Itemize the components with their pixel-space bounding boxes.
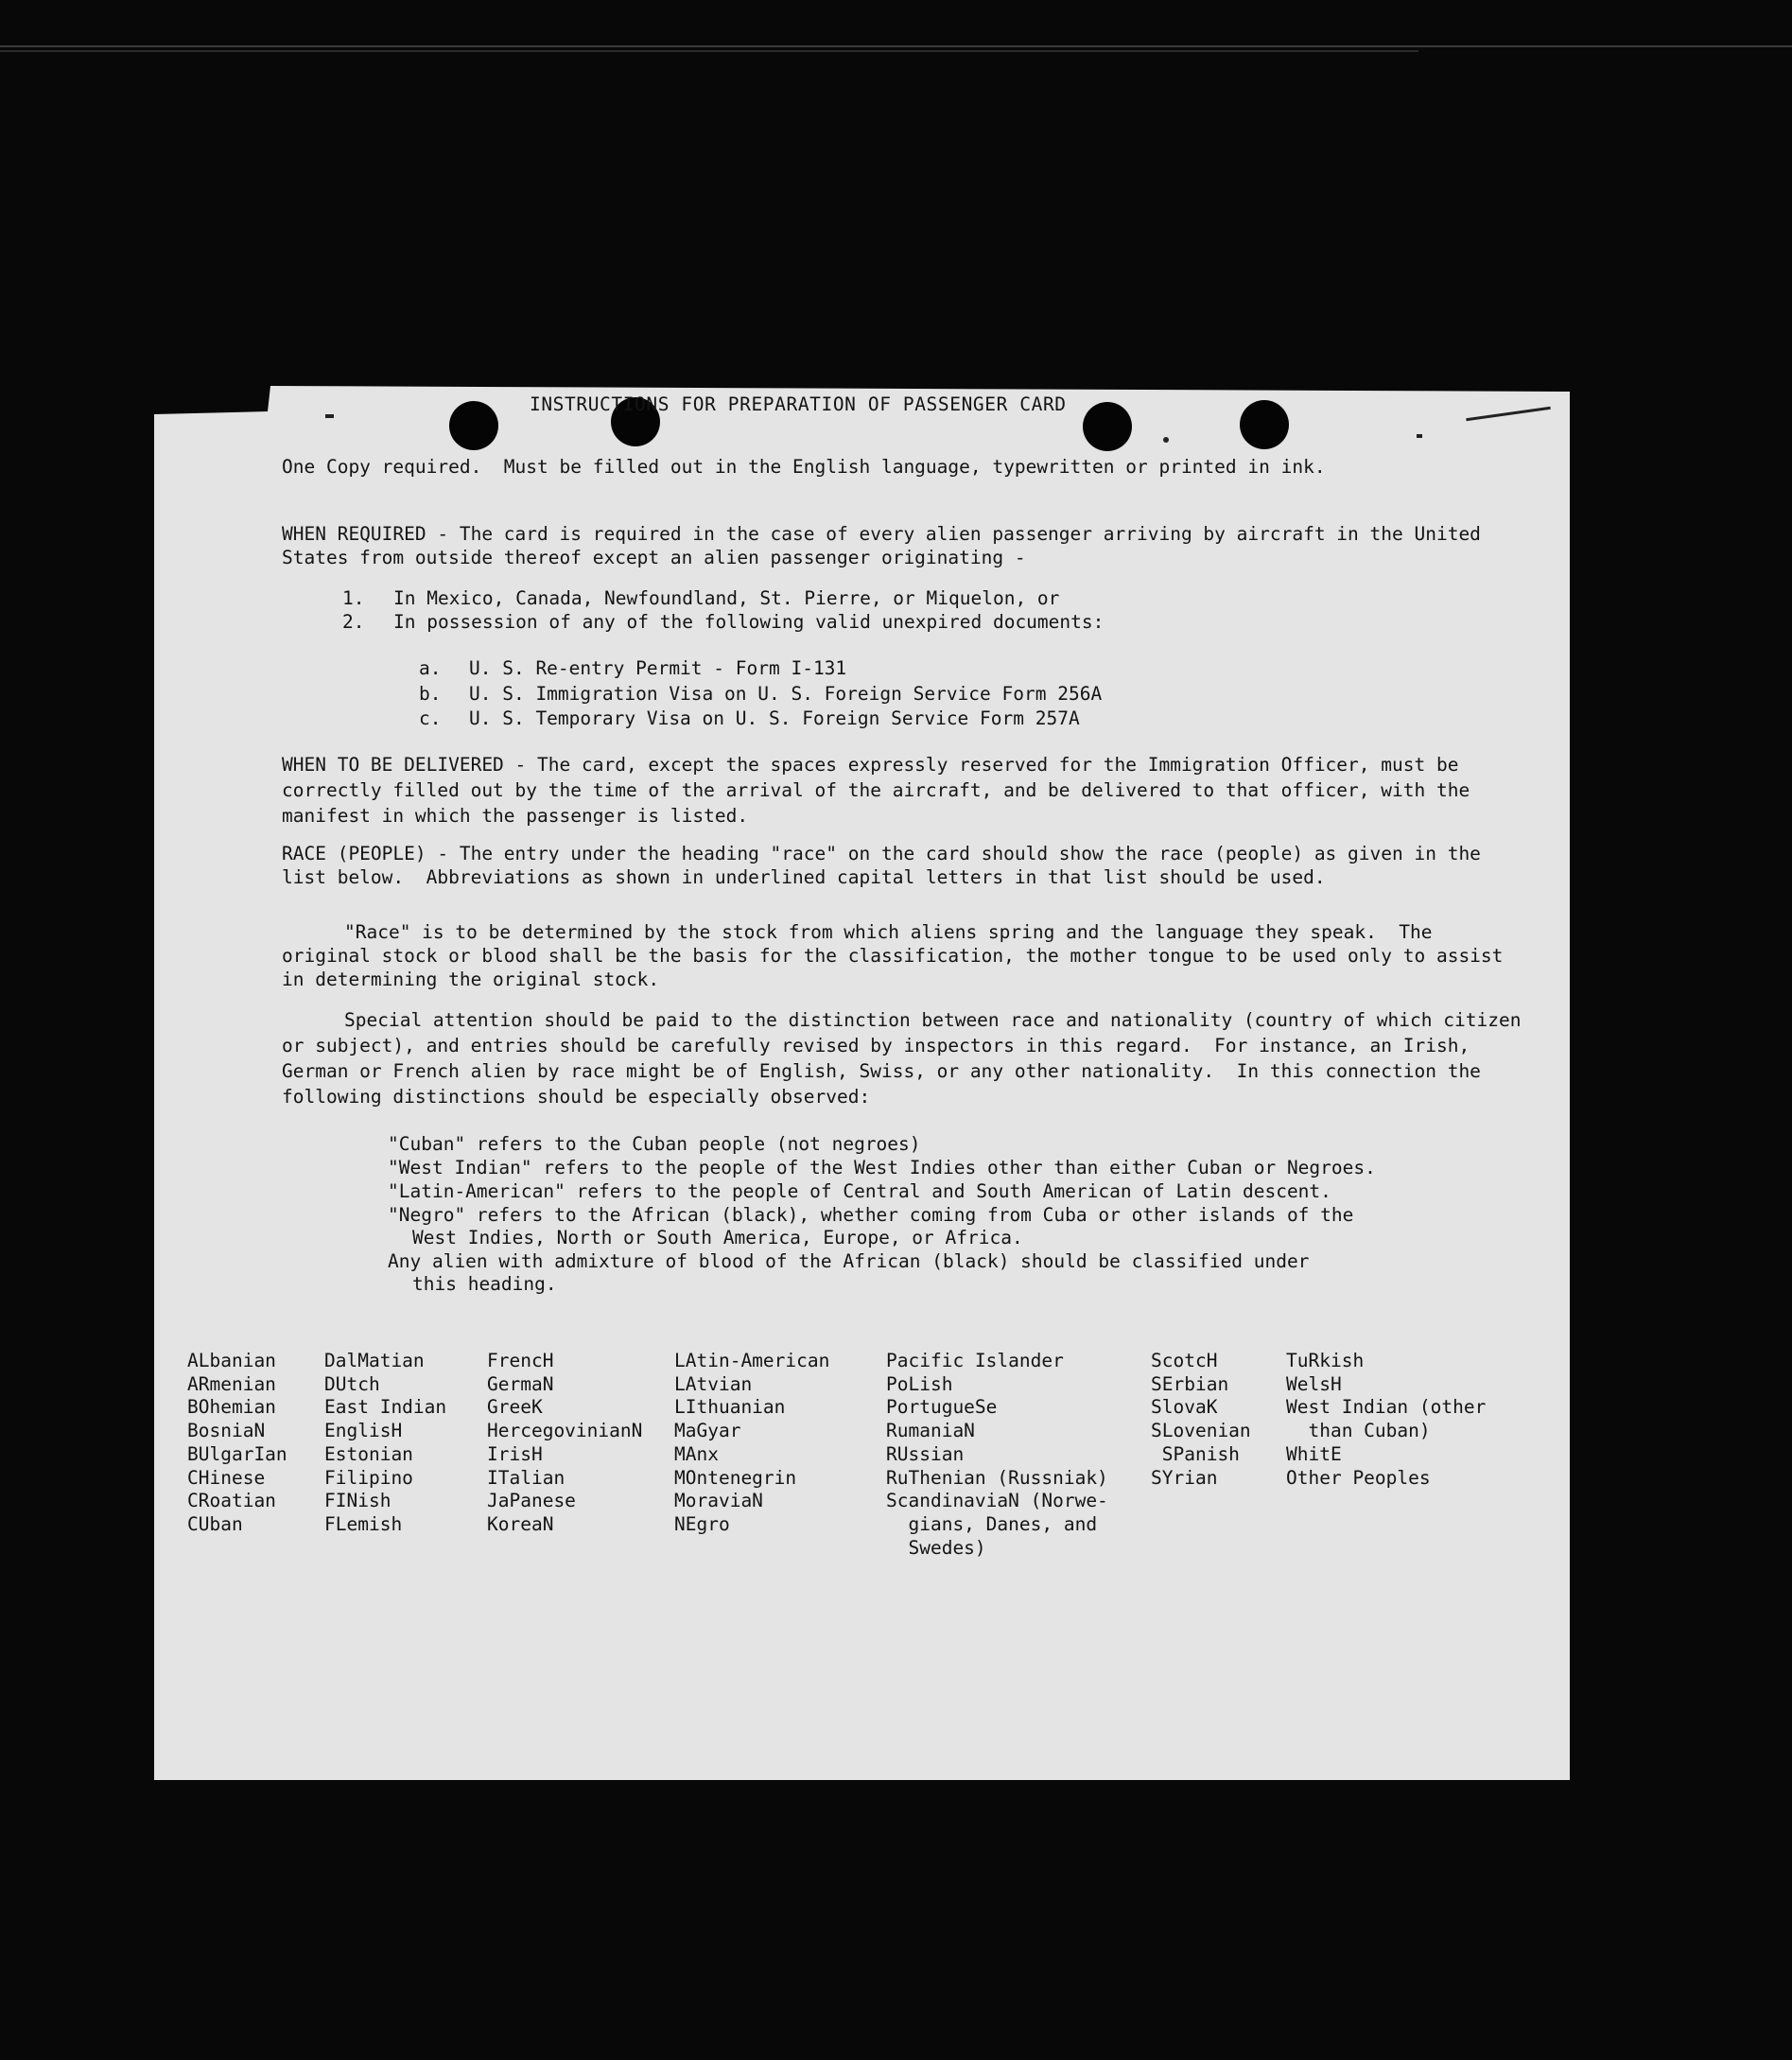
race-entry: WhitE (1286, 1442, 1342, 1465)
race-entry: DalMatian (324, 1350, 425, 1371)
race-entry: CHinese (187, 1466, 266, 1489)
race-list-column-5 (886, 1350, 1108, 1560)
race-list-column-6 (1151, 1350, 1251, 1490)
race-entry: Filipino (324, 1466, 413, 1489)
race-entry: ITalian (487, 1466, 565, 1489)
punch-hole-4 (1240, 400, 1289, 449)
race-entry: SYrian (1151, 1466, 1218, 1489)
scan-edge-line-top (0, 45, 1792, 47)
race-entry: WelsH (1286, 1372, 1342, 1395)
race-entry: HercegovinianN (487, 1420, 643, 1442)
race-entry: ScotcH (1151, 1350, 1218, 1371)
scan-edge-line-bottom (0, 50, 1418, 52)
race-entry: CUban (187, 1512, 243, 1535)
race-entry: than Cuban) (1286, 1420, 1431, 1442)
distinction-line: "West Indian" refers to the people of the West Indies other than either Cuban or Negroes. (388, 1157, 1376, 1178)
race-entry: MOntenegrin (674, 1466, 797, 1489)
race-entry: PoLish (886, 1372, 953, 1395)
race-entry: CRoatian (187, 1490, 276, 1512)
exception-number: 1. (342, 587, 365, 609)
ink-mark (325, 414, 334, 418)
race-entry: IrisH (487, 1442, 543, 1465)
race-entry: BosniaN (187, 1420, 266, 1442)
distinction-line: this heading. (412, 1273, 557, 1295)
when-delivered-paragraph: WHEN TO BE DELIVERED - The card, except the spaces expressly reserved for the Immigration Officer, must be correctly filled out by the time of the arrival of the aircraft, and be delivered to that officer, with the manifest in which the passenger is listed. (282, 754, 1481, 827)
document-item: U. S. Temporary Visa on U. S. Foreign Service Form 257A (469, 707, 1080, 729)
race-entry: BUlgarIan (187, 1442, 287, 1465)
ink-mark (1163, 437, 1169, 443)
punch-hole-3 (1083, 402, 1132, 451)
race-entry: West Indian (other (1286, 1396, 1487, 1419)
race-entry: JaPanese (487, 1490, 576, 1512)
race-list-column-7 (1286, 1350, 1486, 1490)
race-entry: LAtin-American (674, 1350, 830, 1371)
race-definition-paragraph: "Race" is to be determined by the stock from which aliens spring and the language they speak. The original stock or blood shall be the basis for the classification, the mother tongue to be used only to assist in determining the original stock. (282, 921, 1515, 990)
race-entry: KoreaN (487, 1512, 554, 1535)
document-letter: b. (419, 683, 442, 705)
race-entry: BOhemian (187, 1396, 276, 1419)
distinction-line: "Latin-American" refers to the people of Central and South American of Latin descent. (388, 1180, 1331, 1202)
race-entry: NEgro (674, 1512, 730, 1535)
race-entry: EnglisH (324, 1420, 403, 1442)
race-entry: Pacific Islander (886, 1350, 1064, 1371)
distinction-line: Any alien with admixture of blood of the African (black) should be classified under (388, 1250, 1310, 1272)
race-entry: MoraviaN (674, 1490, 763, 1512)
punch-hole-1 (449, 401, 498, 450)
race-entry: ARmenian (187, 1372, 276, 1395)
race-entry: SLovenian (1151, 1420, 1251, 1442)
race-list-column-2 (324, 1350, 446, 1537)
distinction-line: "Cuban" refers to the Cuban people (not negroes) (388, 1133, 921, 1155)
race-entry: East Indian (324, 1396, 447, 1419)
race-entry: Swedes) (886, 1536, 986, 1559)
special-attention-paragraph: Special attention should be paid to the distinction between race and nationality (country of which citizen or subject), and entries should be carefully revised by inspectors in this regard. For instance, an Irish, German or French alien by race might be of English, Swiss, or any other nationality. In this connection the following distinctions should be especially observed: (282, 1009, 1533, 1108)
document-title: INSTRUCTIONS FOR PREPARATION OF PASSENGER CARD (530, 393, 1067, 415)
document-item: U. S. Immigration Visa on U. S. Foreign Service Form 256A (469, 683, 1103, 705)
race-entry: Estonian (324, 1442, 413, 1465)
race-entry: RUssian (886, 1442, 965, 1465)
race-entry: gians, Danes, and (886, 1512, 1098, 1535)
intro-paragraph: One Copy required. Must be filled out in the English language, typewritten or printed in ink. (282, 456, 1326, 478)
race-entry: SErbian (1151, 1372, 1229, 1395)
distinction-line: "Negro" refers to the African (black), whether coming from Cuba or other islands of the (388, 1204, 1354, 1226)
race-entry: DUtch (324, 1372, 380, 1395)
race-entry: FrencH (487, 1350, 554, 1371)
race-entry: Other Peoples (1286, 1466, 1431, 1489)
race-entry: ScandinaviaN (Norwe- (886, 1490, 1108, 1512)
race-people-paragraph: RACE (PEOPLE) - The entry under the heading "race" on the card should show the race (people) as given in the list below. Abbreviations as shown in underlined capital letters in that list should be used. (282, 843, 1492, 888)
race-list-column-1 (187, 1350, 287, 1537)
race-entry: LAtvian (674, 1372, 753, 1395)
race-entry: SPanish (1151, 1442, 1240, 1465)
document-item: U. S. Re-entry Permit - Form I-131 (469, 657, 847, 679)
race-entry: FLemish (324, 1512, 403, 1535)
exception-text: In Mexico, Canada, Newfoundland, St. Pierre, or Miquelon, or (393, 587, 1060, 609)
exception-number: 2. (342, 611, 365, 633)
race-list-column-3 (487, 1350, 642, 1537)
race-entry: ALbanian (187, 1350, 276, 1371)
when-required-paragraph: WHEN REQUIRED - The card is required in the case of every alien passenger arriving by aircraft in the United States from outside thereof except an alien passenger originating - (282, 523, 1492, 568)
race-entry: MAnx (674, 1442, 719, 1465)
race-entry: PortugueSe (886, 1396, 998, 1419)
race-entry: RumaniaN (886, 1420, 975, 1442)
race-entry: SlovaK (1151, 1396, 1218, 1419)
ink-mark (1417, 434, 1422, 438)
race-entry: TuRkish (1286, 1350, 1365, 1371)
document-letter: a. (419, 657, 442, 679)
race-entry: FINish (324, 1490, 391, 1512)
race-entry: RuThenian (Russniak) (886, 1466, 1108, 1489)
race-entry: GreeK (487, 1396, 543, 1419)
race-entry: MaGyar (674, 1420, 741, 1442)
distinction-line: West Indies, North or South America, Europe, or Africa. (412, 1227, 1023, 1248)
race-entry: GermaN (487, 1372, 554, 1395)
document-letter: c. (419, 707, 442, 729)
race-list-column-4 (674, 1350, 829, 1537)
exception-text: In possession of any of the following valid unexpired documents: (393, 611, 1105, 633)
race-entry: LIthuanian (674, 1396, 786, 1419)
